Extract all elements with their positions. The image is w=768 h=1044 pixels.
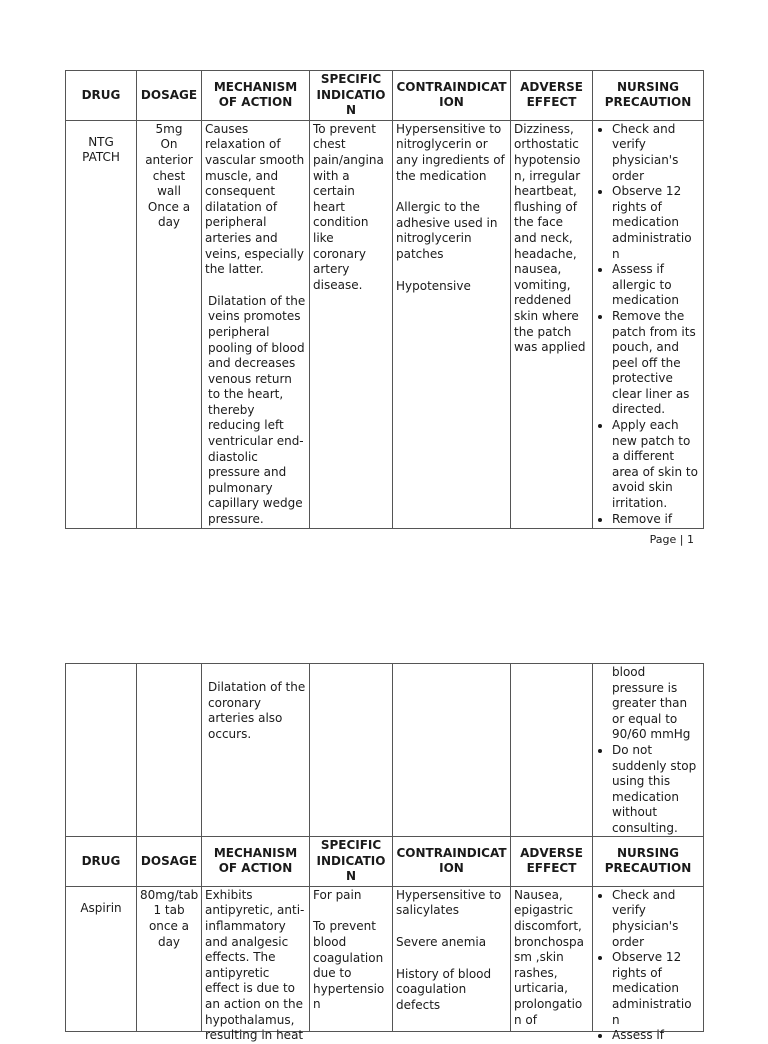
header-precaution: NURSING PRECAUTION	[593, 837, 704, 887]
header-indication: SPECIFIC INDICATIO N	[310, 71, 393, 121]
mechanism-text: Dilatation of the veins promotes peripheral pooling of blood and decreases venous return to the heart, thereby reducing left ventricular end-diastolic pressure and pulmonary capillary wedge pressure.	[208, 293, 306, 527]
header-mechanism: MECHANISM OF ACTION	[202, 837, 310, 887]
table-row	[66, 120, 704, 528]
dosage-cell: 5mg On anterior chest wall Once a day	[137, 120, 202, 528]
mechanism-text: Exhibits antipyretic, anti-inflammatory and analgesic effects. The antipyretic effect is due to an action on the hypothalamus, resulting in heat	[205, 887, 305, 1043]
drug-name: Aspirin	[66, 886, 137, 1031]
dosage-cell: 80mg/tab 1 tab once a day	[137, 886, 202, 1031]
precaution-cell	[593, 664, 704, 837]
mechanism-cell	[202, 120, 310, 528]
list-item: • Observe 12 rights of medication administratio n	[612, 184, 700, 262]
table-row	[66, 664, 704, 837]
header-precaution: NURSING PRECAUTION	[593, 71, 704, 121]
list-item: • Assess if	[612, 1028, 700, 1044]
precaution-cell	[593, 120, 704, 528]
contraindication-text: History of blood coagulation defects	[396, 966, 492, 1012]
adverse-cell: Dizziness, orthostatic hypotensio n, irregular heartbeat, flushing of the face and neck, headache, nausea, vomiting, reddened skin where the patch was applied	[511, 120, 593, 528]
header-dosage: DOSAGE	[137, 71, 202, 121]
mechanism-text: Dilatation of the coronary arteries also occurs.	[208, 680, 306, 741]
contraindication-cell	[393, 120, 511, 528]
precaution-text: blood pressure is greater than or equal to 90/60 mmHg	[612, 665, 691, 742]
indication-text: To prevent blood coagulation due to hypertensio n	[313, 919, 385, 1012]
mechanism-text: Causes relaxation of vascular smooth muscle, and consequent dilatation of peripheral arteries and veins, especially the latter.	[205, 121, 305, 277]
mechanism-cell	[202, 886, 310, 1043]
indication-cell: To prevent chest pain/angina with a certain heart condition like coronary artery disease.	[310, 120, 393, 528]
indication-cell	[310, 886, 393, 1031]
contraindication-text: Allergic to the adhesive used in nitroglycerin patches	[396, 200, 498, 261]
contraindication-text: Hypersensitive to salicylates	[396, 887, 502, 918]
page-2	[0, 660, 768, 1043]
header-drug: DRUG	[66, 837, 137, 887]
page-gap	[0, 590, 768, 660]
drug-table	[65, 663, 704, 1043]
header-indication: SPECIFIC INDICATIO N	[310, 837, 393, 887]
list-item: • Apply each new patch to a different area of skin to avoid skin irritation.	[612, 418, 700, 512]
contraindication-cell	[393, 886, 511, 1031]
table-row	[66, 886, 704, 1031]
precaution-list	[596, 888, 700, 1044]
header-mechanism: MECHANISM OF ACTION	[202, 71, 310, 121]
adverse-cell	[511, 886, 593, 1031]
page-footer: Page | 1	[649, 533, 694, 546]
list-item: • Assess if allergic to medication	[612, 262, 700, 309]
contraindication-text: Hypersensitive to nitroglycerin or any ingredients of the medication	[396, 121, 505, 183]
list-item: • Check and verify physician's order	[612, 888, 700, 950]
header-contraindication: CONTRAINDICAT ION	[393, 71, 511, 121]
header-adverse: ADVERSE EFFECT	[511, 837, 593, 887]
list-item: • Check and verify physician's order	[612, 122, 700, 184]
drug-name: NTG PATCH	[66, 120, 137, 528]
drug-table	[65, 70, 704, 529]
list-item: • Remove the patch from its pouch, and peel off the protective clear liner as directed.	[612, 309, 700, 418]
adverse-text: Nausea, epigastric discomfort, bronchospa sm ,skin rashes, urticaria, prolongatio n of	[514, 887, 585, 1027]
header-dosage: DOSAGE	[137, 837, 202, 887]
indication-text: For pain	[313, 887, 362, 902]
contraindication-text: Severe anemia	[396, 934, 487, 949]
header-contraindication: CONTRAINDICAT ION	[393, 837, 511, 887]
header-row	[66, 71, 704, 121]
precaution-list	[596, 743, 700, 837]
list-item: • Remove if	[612, 512, 700, 528]
header-drug: DRUG	[66, 71, 137, 121]
list-item: • Observe 12 rights of medication administratio n	[612, 950, 700, 1028]
list-item: • Do not suddenly stop using this medication without consulting.	[612, 743, 700, 837]
precaution-cell	[593, 886, 704, 1043]
contraindication-text: Hypotensive	[396, 278, 471, 293]
header-adverse: ADVERSE EFFECT	[511, 71, 593, 121]
precaution-list	[596, 122, 700, 527]
header-row	[66, 837, 704, 887]
